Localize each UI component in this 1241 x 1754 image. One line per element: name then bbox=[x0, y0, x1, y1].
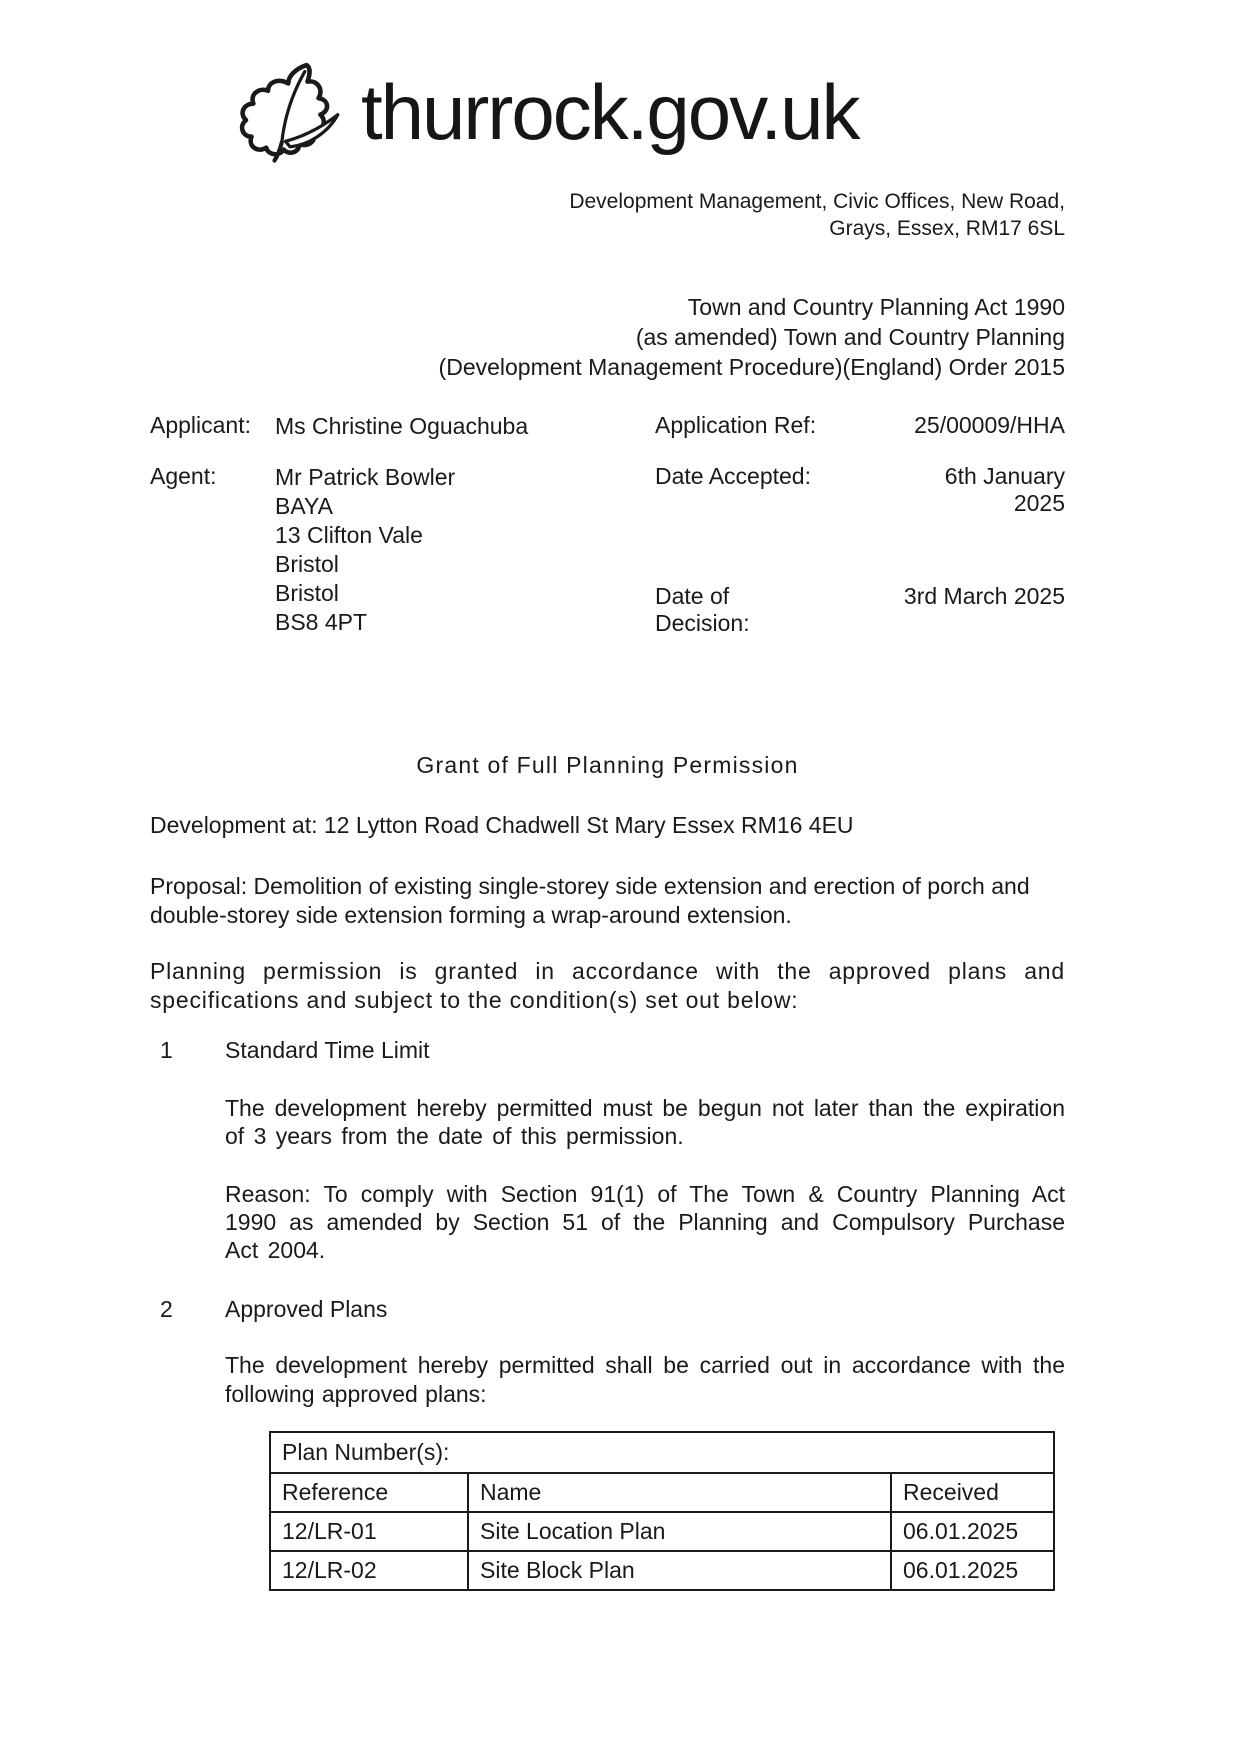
agent-address bbox=[275, 463, 655, 637]
agent-address-line: Mr Patrick Bowler bbox=[275, 464, 456, 490]
council-logo bbox=[235, 62, 1065, 166]
date-of-decision-value: 3rd March 2025 bbox=[903, 583, 1065, 609]
condition-2-heading bbox=[150, 1296, 1065, 1323]
table-row bbox=[270, 1551, 1054, 1590]
plans-col-received: Received bbox=[891, 1473, 1054, 1512]
date-accepted-label: Date Accepted: bbox=[655, 463, 811, 489]
plan-received: 06.01.2025 bbox=[891, 1551, 1054, 1590]
agent-label: Agent: bbox=[150, 463, 217, 489]
date-of-decision-row bbox=[655, 583, 1065, 637]
condition-2-paragraph: The development hereby permitted shall be carried out in accordance with the following approved plans: bbox=[225, 1352, 1065, 1407]
plan-name: Site Block Plan bbox=[468, 1551, 891, 1590]
dates-stack bbox=[655, 463, 1065, 637]
grant-statement: Planning permission is granted in accordance with the approved plans and specifications and subject to the condition(s) set out below: bbox=[150, 958, 1065, 1013]
condition-1-reason: Reason: To comply with Section 91(1) of The Town & Country Planning Act 1990 as amended by Section 51 of the Planning and Compulsory Purchase Act 2004. bbox=[225, 1181, 1065, 1263]
logo-text: thurrock.gov.uk bbox=[361, 68, 859, 156]
application-details bbox=[150, 412, 1065, 637]
office-address bbox=[150, 188, 1065, 242]
plan-reference: 12/LR-02 bbox=[270, 1551, 468, 1590]
condition-2-number: 2 bbox=[160, 1296, 173, 1322]
plan-received: 06.01.2025 bbox=[891, 1512, 1054, 1551]
address-line: Development Management, Civic Offices, New Road, bbox=[569, 190, 1065, 213]
agent-address-line: 13 Clifton Vale bbox=[275, 522, 423, 548]
condition-1-number: 1 bbox=[160, 1037, 173, 1063]
plan-name: Site Location Plan bbox=[468, 1512, 891, 1551]
act-line: (Development Management Procedure)(England) Order 2015 bbox=[438, 354, 1065, 380]
plans-table-title: Plan Number(s): bbox=[270, 1432, 1054, 1473]
applicant-row bbox=[150, 412, 1065, 441]
agent-address-line: BS8 4PT bbox=[275, 609, 368, 635]
agent-address-line: Bristol bbox=[275, 551, 339, 577]
plans-table-header-row bbox=[270, 1473, 1054, 1512]
application-ref-value: 25/00009/HHA bbox=[914, 412, 1065, 438]
applicant-name: Ms Christine Oguachuba bbox=[275, 413, 529, 439]
act-line: (as amended) Town and Country Planning bbox=[635, 324, 1065, 350]
act-line: Town and Country Planning Act 1990 bbox=[687, 294, 1065, 320]
plans-col-reference: Reference bbox=[270, 1473, 468, 1512]
condition-1-title: Standard Time Limit bbox=[225, 1037, 430, 1063]
agent-address-line: Bristol bbox=[275, 580, 339, 606]
plan-reference: 12/LR-01 bbox=[270, 1512, 468, 1551]
oak-leaf-logo-icon bbox=[235, 59, 347, 169]
applicant-label: Applicant: bbox=[150, 412, 252, 438]
plans-col-name: Name bbox=[468, 1473, 891, 1512]
date-accepted-text: 6th January 2025 bbox=[944, 463, 1065, 516]
approved-plans-table bbox=[269, 1431, 1055, 1591]
decision-title: Grant of Full Planning Permission bbox=[416, 752, 799, 778]
act-reference bbox=[150, 292, 1065, 382]
date-accepted-row bbox=[655, 463, 1065, 517]
agent-address-line: BAYA bbox=[275, 493, 333, 519]
application-ref-label: Application Ref: bbox=[655, 412, 817, 438]
condition-1-heading bbox=[150, 1037, 1065, 1064]
condition-1-paragraph: The development hereby permitted must be begun not later than the expiration of 3 years from the date of this permission. bbox=[225, 1095, 1065, 1149]
condition-2-title: Approved Plans bbox=[225, 1296, 388, 1322]
development-at: Development at: 12 Lytton Road Chadwell St Mary Essex RM16 4EU bbox=[150, 812, 854, 838]
table-row bbox=[270, 1512, 1054, 1551]
date-accepted-value bbox=[830, 463, 1065, 517]
agent-row bbox=[150, 463, 1065, 637]
date-of-decision-label: Date of Decision: bbox=[655, 583, 750, 636]
proposal: Proposal: Demolition of existing single-storey side extension and erection of porch and double-storey side extension forming a wrap-around extension. bbox=[150, 873, 1030, 928]
address-line: Grays, Essex, RM17 6SL bbox=[829, 217, 1065, 240]
plans-table-title-row bbox=[270, 1432, 1054, 1473]
